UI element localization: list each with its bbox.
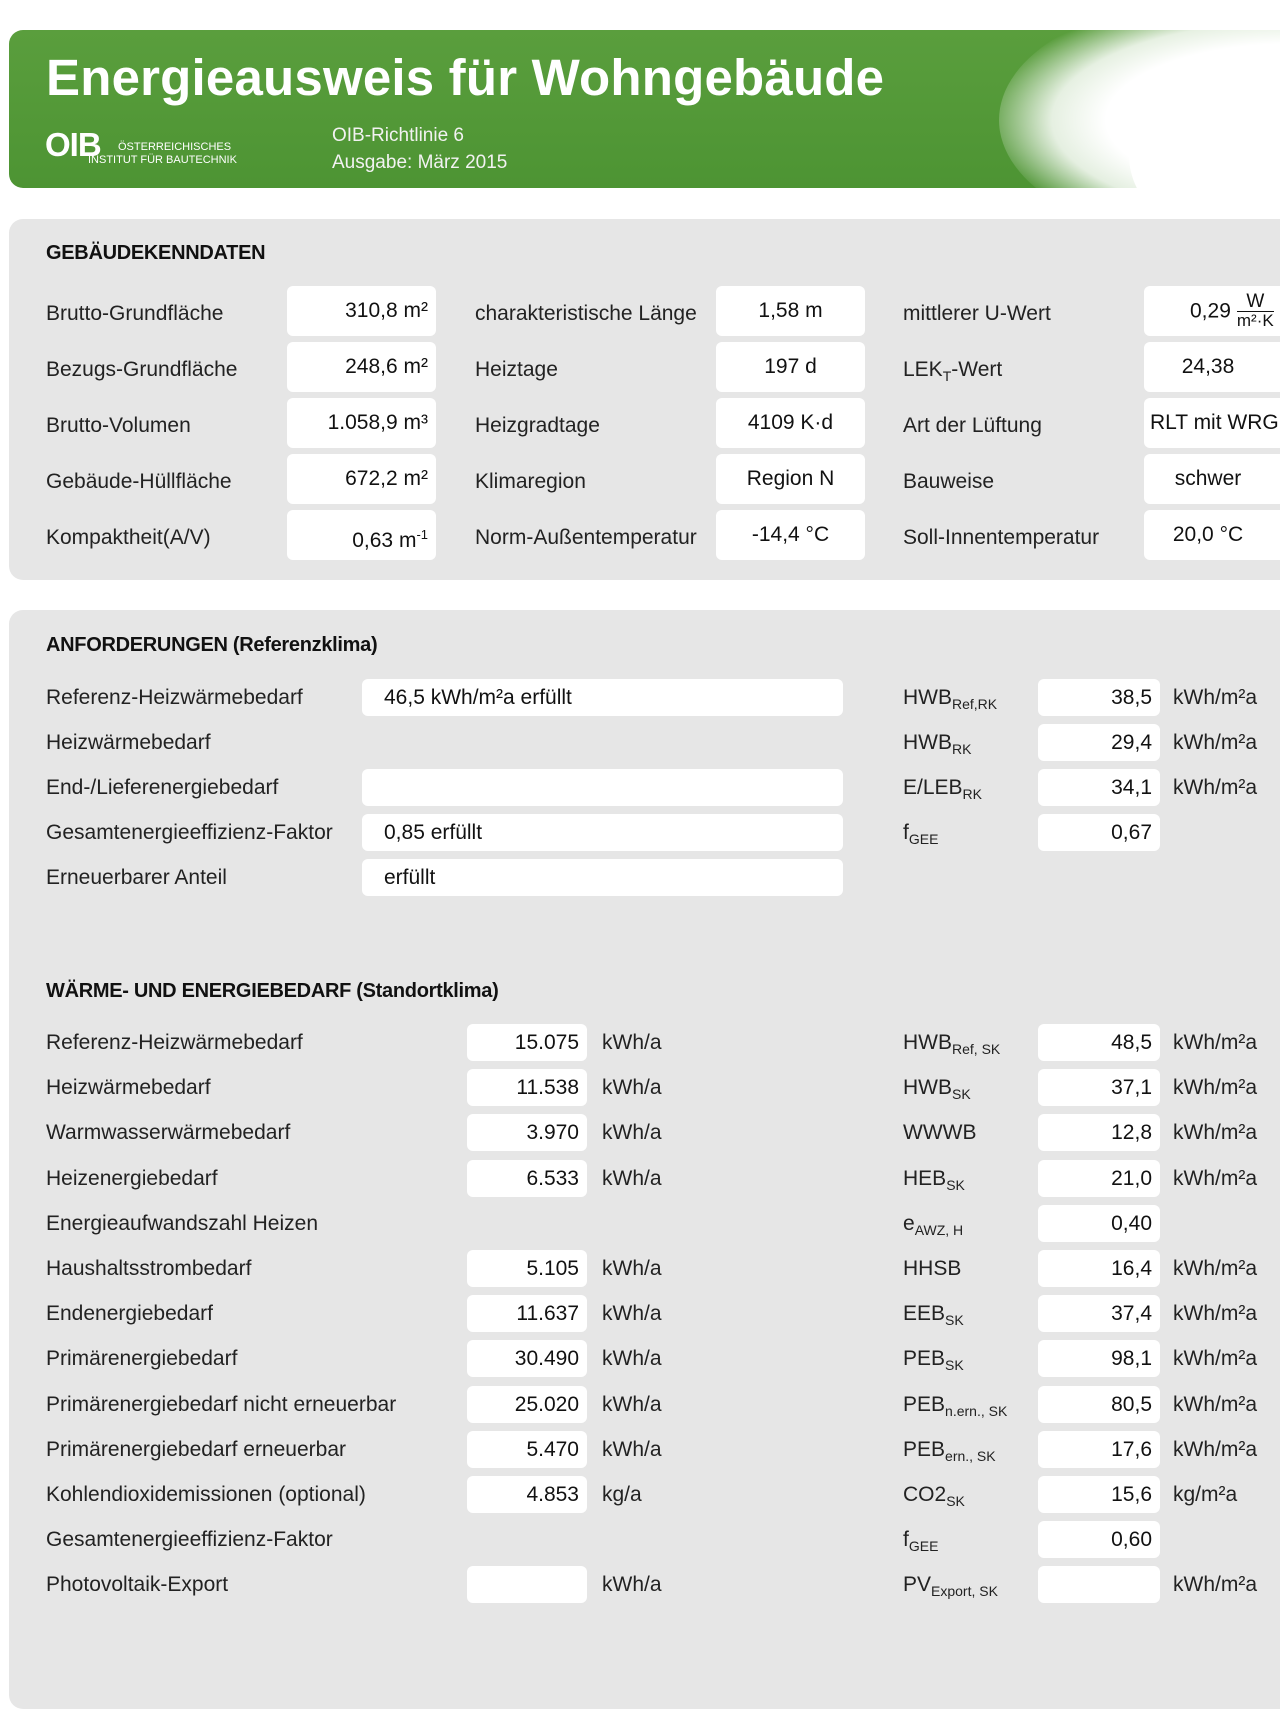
building-value: 0,29 — [1190, 299, 1231, 323]
requirement-symbol — [903, 821, 938, 847]
building-value-box — [1144, 342, 1280, 392]
symbol-subscript: RK — [952, 741, 972, 757]
demand-value-box: 5.105 — [467, 1250, 587, 1287]
demand-value-box: 30.490 — [467, 1340, 587, 1377]
building-label: Brutto-Volumen — [46, 414, 191, 437]
symbol-subscript: Ref,RK — [952, 696, 998, 712]
demand-symbol-unit: kg/m²a — [1173, 1483, 1238, 1506]
building-value: schwer — [1174, 467, 1242, 490]
symbol-main: PEB — [903, 1393, 946, 1416]
demand-unit: kWh/a — [602, 1393, 662, 1416]
demand-symbol-value-box: 17,6 — [1038, 1431, 1160, 1468]
demand-symbol-value-box: 16,4 — [1038, 1250, 1160, 1287]
symbol-main: f — [903, 821, 909, 844]
unit-exponent: -1 — [416, 527, 428, 542]
oib-logo-subtitle — [88, 141, 237, 167]
building-value-box — [287, 398, 436, 448]
requirement-symbol-value-box: 29,4 — [1038, 724, 1160, 761]
symbol-main: HWB — [903, 686, 952, 709]
demand-symbol — [903, 1076, 971, 1102]
symbol-subscript: ern., SK — [945, 1448, 996, 1464]
building-value-box: 1,58 m — [716, 286, 865, 336]
building-value-box: 4109 K·d — [716, 398, 865, 448]
demand-symbol-unit: kWh/m²a — [1173, 1347, 1257, 1370]
building-label: Soll-Innentemperatur — [903, 526, 1100, 549]
demand-symbol — [903, 1393, 1007, 1419]
demand-symbol — [903, 1483, 965, 1509]
building-data-title: GEBÄUDEKENNDATEN — [46, 242, 266, 264]
symbol-subscript: SK — [946, 1493, 965, 1509]
demand-symbol-unit: kWh/m²a — [1173, 1257, 1257, 1280]
unit-denominator: m²·K — [1236, 310, 1274, 330]
demand-label: Primärenergiebedarf — [46, 1347, 238, 1370]
requirement-value-box: erfüllt — [362, 859, 843, 896]
demand-symbol-unit: kWh/m²a — [1173, 1302, 1257, 1325]
symbol-subscript: n.ern., SK — [945, 1403, 1008, 1419]
demand-label: Warmwasserwärmebedarf — [46, 1121, 291, 1144]
requirement-label: Heizwärmebedarf — [46, 731, 211, 754]
demand-unit: kg/a — [602, 1483, 642, 1506]
demand-symbol-unit: kWh/m²a — [1173, 1031, 1257, 1054]
demand-value-box: 5.470 — [467, 1431, 587, 1468]
requirement-label: End-/Lieferenergiebedarf — [46, 776, 279, 799]
building-value-box — [1144, 286, 1280, 336]
building-label: charakteristische Länge — [475, 302, 697, 325]
building-label: Bauweise — [903, 470, 995, 493]
symbol-main: CO2 — [903, 1483, 947, 1506]
demand-value-box: 15.075 — [467, 1024, 587, 1061]
demand-symbol-value-box: 37,4 — [1038, 1295, 1160, 1332]
symbol-subscript: RK — [962, 786, 982, 802]
symbol-main: HWB — [903, 731, 952, 754]
building-label: Brutto-Grundfläche — [46, 302, 224, 325]
requirements-title: ANFORDERUNGEN (Referenzklima) — [46, 634, 378, 656]
header-banner — [9, 30, 1280, 188]
building-value-box — [287, 342, 436, 392]
demand-unit: kWh/a — [602, 1121, 662, 1144]
demand-symbol-unit: kWh/m²a — [1173, 1573, 1257, 1596]
demand-unit: kWh/a — [602, 1438, 662, 1461]
building-label: Gebäude-Hüllfläche — [46, 470, 232, 493]
symbol-main: EEB — [903, 1302, 946, 1325]
requirement-value-box: 46,5 kWh/m²a erfüllt — [362, 679, 843, 716]
demand-title: WÄRME- UND ENERGIEBEDARF (Standortklima) — [46, 980, 499, 1002]
demand-symbol — [903, 1302, 964, 1328]
demand-symbol — [903, 1121, 976, 1145]
demand-unit: kWh/a — [602, 1167, 662, 1190]
symbol-main: PEB — [903, 1438, 946, 1461]
requirement-unit: kWh/m²a — [1173, 686, 1257, 709]
unit-fraction — [1236, 290, 1274, 330]
demand-label: Primärenergiebedarf erneuerbar — [46, 1438, 346, 1461]
symbol-subscript: SK — [946, 1177, 965, 1193]
symbol-main: HWB — [903, 1076, 952, 1099]
building-value-box — [1144, 454, 1280, 504]
building-label: Kompaktheit(A/V) — [46, 526, 211, 549]
label-subscript: T — [942, 368, 952, 384]
requirement-symbol — [903, 686, 997, 712]
building-value: 20,0 °C — [1172, 523, 1244, 546]
demand-symbol-unit: kWh/m²a — [1173, 1438, 1257, 1461]
demand-symbol-value-box: 48,5 — [1038, 1024, 1160, 1061]
demand-label: Heizwärmebedarf — [46, 1076, 211, 1099]
demand-symbol-value-box: 98,1 — [1038, 1340, 1160, 1377]
guideline-name: OIB-Richtlinie 6 — [332, 125, 464, 146]
building-value: 0,63 m — [352, 529, 417, 552]
demand-symbol-value-box: 0,60 — [1038, 1521, 1160, 1558]
demand-unit: kWh/a — [602, 1302, 662, 1325]
demand-symbol-value-box: 21,0 — [1038, 1160, 1160, 1197]
symbol-subscript: SK — [945, 1312, 964, 1328]
symbol-main: WWWB — [903, 1121, 977, 1144]
symbol-main: PEB — [903, 1347, 946, 1370]
requirement-symbol-value-box: 38,5 — [1038, 679, 1160, 716]
building-value: 672,2 m² — [345, 467, 428, 490]
demand-value-box: 11.538 — [467, 1069, 587, 1106]
page-title: Energieausweis für Wohngebäude — [46, 49, 885, 106]
demand-symbol-unit: kWh/m²a — [1173, 1167, 1257, 1190]
symbol-main: e — [903, 1212, 915, 1235]
building-label: Art der Lüftung — [903, 414, 1042, 437]
demand-symbol-value-box: 37,1 — [1038, 1069, 1160, 1106]
symbol-subscript: GEE — [908, 831, 939, 847]
demand-value-box: 6.533 — [467, 1160, 587, 1197]
requirement-symbol-value-box: 34,1 — [1038, 769, 1160, 806]
demand-unit: kWh/a — [602, 1257, 662, 1280]
demand-symbol — [903, 1528, 938, 1554]
demand-symbol — [903, 1031, 1000, 1057]
demand-label: Primärenergiebedarf nicht erneuerbar — [46, 1393, 397, 1416]
demand-symbol-unit: kWh/m²a — [1173, 1076, 1257, 1099]
symbol-main: E/LEB — [903, 776, 963, 799]
demand-symbol-unit: kWh/m²a — [1173, 1393, 1257, 1416]
demand-label: Energieaufwandszahl Heizen — [46, 1212, 319, 1235]
requirement-label: Gesamtenergieeffizienz-Faktor — [46, 821, 333, 844]
label-main: LEK — [903, 358, 943, 381]
demand-value-box — [467, 1566, 587, 1603]
demand-symbol — [903, 1167, 965, 1193]
requirement-unit: kWh/m²a — [1173, 731, 1257, 754]
building-label: Norm-Außentemperatur — [475, 526, 697, 549]
symbol-subscript: GEE — [908, 1538, 939, 1554]
demand-symbol-unit: kWh/m²a — [1173, 1121, 1257, 1144]
symbol-main: HWB — [903, 1031, 952, 1054]
demand-label: Gesamtenergieeffizienz-Faktor — [46, 1528, 333, 1551]
demand-unit: kWh/a — [602, 1573, 662, 1596]
building-value-box — [1144, 398, 1280, 448]
building-value: 1.058,9 m³ — [327, 411, 428, 434]
demand-symbol-value-box — [1038, 1566, 1160, 1603]
demand-symbol-value-box: 80,5 — [1038, 1386, 1160, 1423]
symbol-subscript: Export, SK — [931, 1583, 998, 1599]
demand-label: Endenergiebedarf — [46, 1302, 213, 1325]
requirement-symbol — [903, 776, 982, 802]
demand-label: Referenz-Heizwärmebedarf — [46, 1031, 303, 1054]
demand-symbol — [903, 1257, 961, 1281]
building-label — [903, 358, 1002, 384]
demand-symbol — [903, 1347, 964, 1373]
building-label: Bezugs-Grundfläche — [46, 358, 238, 381]
requirement-value-box: 0,85 erfüllt — [362, 814, 843, 851]
demand-symbol — [903, 1438, 996, 1464]
demand-symbol-value-box: 15,6 — [1038, 1476, 1160, 1513]
building-value: 24,38 — [1181, 355, 1235, 378]
demand-unit: kWh/a — [602, 1076, 662, 1099]
symbol-main: HEB — [903, 1167, 947, 1190]
oib-logo: OIB — [45, 126, 101, 163]
building-value-box — [1144, 510, 1280, 560]
demand-symbol-value-box: 0,40 — [1038, 1205, 1160, 1242]
symbol-subscript: AWZ, H — [914, 1222, 964, 1238]
symbol-main: PV — [903, 1573, 932, 1596]
guideline-info — [332, 122, 507, 176]
demand-value-box: 11.637 — [467, 1295, 587, 1332]
building-value-box — [287, 286, 436, 336]
building-value-box: Region N — [716, 454, 865, 504]
demand-value-box: 3.970 — [467, 1114, 587, 1151]
demand-value-box: 25.020 — [467, 1386, 587, 1423]
building-value-box — [287, 454, 436, 504]
building-value: 248,6 m² — [345, 355, 428, 378]
building-label: Heiztage — [475, 358, 558, 381]
symbol-subscript: Ref, SK — [952, 1041, 1001, 1057]
symbol-subscript: SK — [945, 1357, 964, 1373]
requirement-symbol — [903, 731, 971, 757]
demand-unit: kWh/a — [602, 1031, 662, 1054]
requirement-label: Referenz-Heizwärmebedarf — [46, 686, 303, 709]
requirement-unit: kWh/m²a — [1173, 776, 1257, 799]
symbol-subscript: SK — [952, 1086, 971, 1102]
demand-symbol — [903, 1573, 998, 1599]
building-label: Heizgradtage — [475, 414, 600, 437]
building-value: 310,8 m² — [345, 299, 428, 322]
building-label: Klimaregion — [475, 470, 586, 493]
demand-unit: kWh/a — [602, 1347, 662, 1370]
symbol-main: f — [903, 1528, 909, 1551]
oib-logo-line2: INSTITUT FÜR BAUTECHNIK — [88, 154, 237, 166]
demand-value-box: 4.853 — [467, 1476, 587, 1513]
demand-symbol — [903, 1212, 963, 1238]
demand-label: Photovoltaik-Export — [46, 1573, 229, 1596]
oib-logo-line1: ÖSTERREICHISCHES — [118, 141, 232, 153]
building-value: RLT mit WRG — [1150, 411, 1279, 434]
requirement-label: Erneuerbarer Anteil — [46, 866, 227, 889]
demand-symbol-value-box: 12,8 — [1038, 1114, 1160, 1151]
requirement-value-box — [362, 769, 843, 806]
demand-label: Heizenergiebedarf — [46, 1167, 218, 1190]
building-value-box: 197 d — [716, 342, 865, 392]
requirement-symbol-value-box: 0,67 — [1038, 814, 1160, 851]
building-value-box — [287, 510, 436, 560]
demand-label: Kohlendioxidemissionen (optional) — [46, 1483, 366, 1506]
building-value-box: -14,4 °C — [716, 510, 865, 560]
guideline-edition: Ausgabe: März 2015 — [332, 152, 508, 173]
symbol-main: HHSB — [903, 1257, 962, 1280]
demand-label: Haushaltsstrombedarf — [46, 1257, 252, 1280]
label-rest: -Wert — [951, 358, 1003, 381]
unit-numerator: W — [1237, 293, 1274, 312]
building-label: mittlerer U-Wert — [903, 302, 1051, 325]
